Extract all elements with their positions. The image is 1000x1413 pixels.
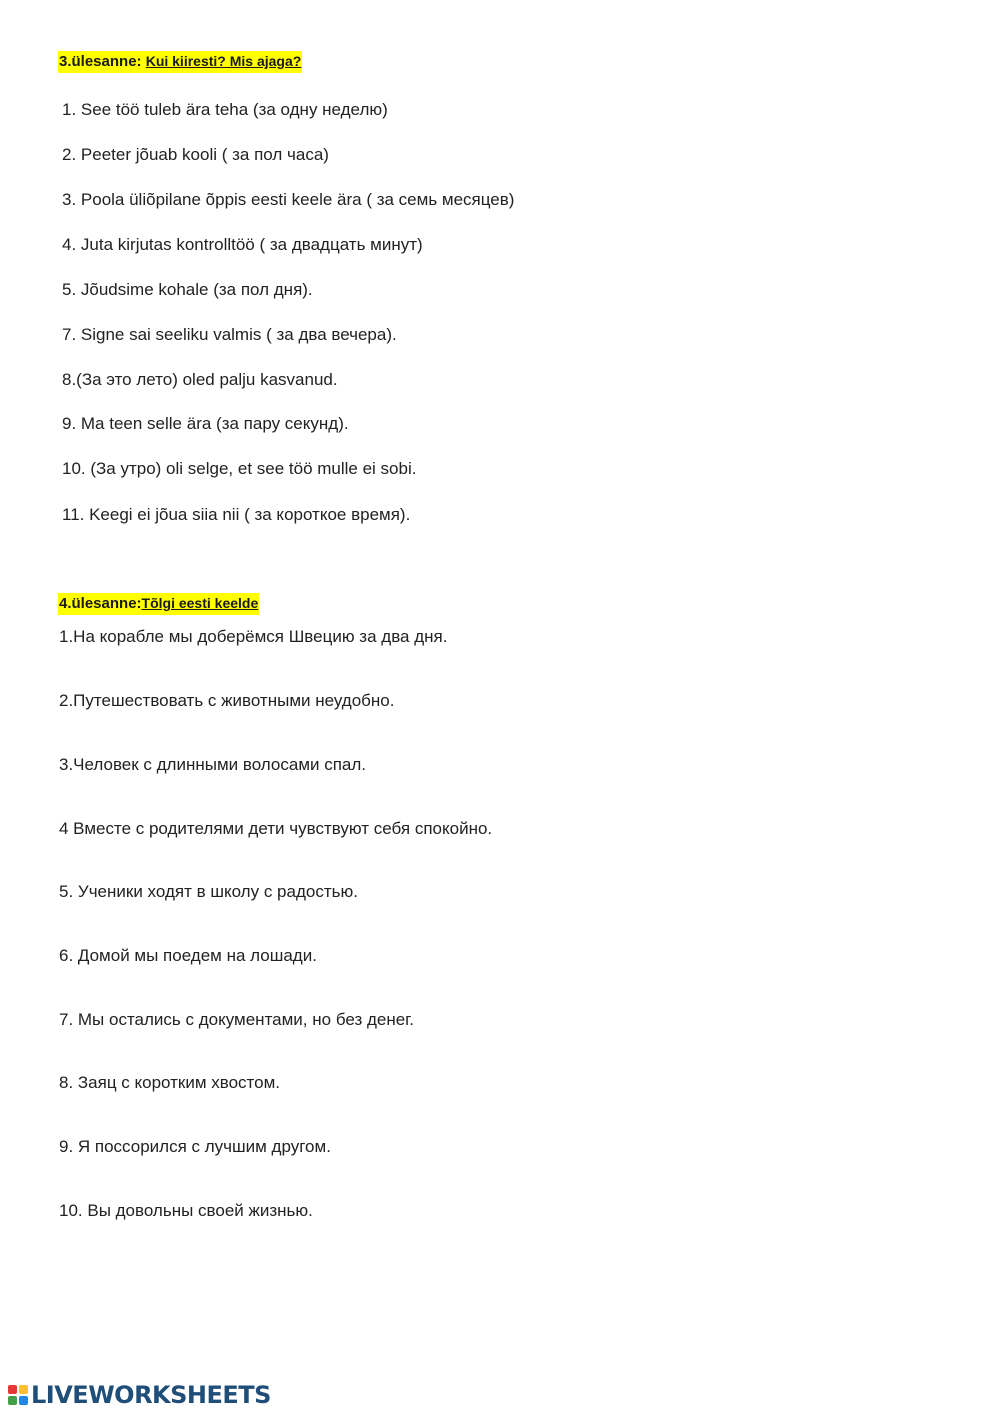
logo-blocks-icon [8,1385,28,1405]
ex3-item: 8.(За это лето) oled palju kasvanud. [62,370,338,389]
ex3-item: 2. Peeter jõuab kooli ( за пол часа) [62,145,329,164]
ex4-item: 9. Я поссорился с лучшим другом. [59,1137,331,1156]
ex3-item: 7. Signe sai seeliku valmis ( за два вечера). [62,325,397,344]
logo-block-blue [19,1396,28,1405]
ex4-item: 10. Вы довольны своей жизнью. [59,1201,313,1220]
ex4-item: 3.Человек с длинными волосами спал. [59,755,367,774]
exercise-3-title: Kui kiiresti? Mis ajaga? [145,53,302,69]
ex4-item: 5. Ученики ходят в школу с радостью. [59,882,358,901]
ex3-item: 1. See töö tuleb ära teha (за одну неделю) [62,100,388,119]
ex4-item: 1.На корабле мы доберёмся Швецию за два дня. [59,627,448,646]
logo-block-green [8,1396,17,1405]
ex3-item: 3. Poola üliõpilane õppis eesti keele ära ( за семь месяцев) [62,190,515,209]
ex3-item: 10. (За утро) oli selge, et see töö mulle ei sobi. [62,459,417,478]
ex3-item: 9. Ma teen selle ära (за пару секунд). [62,414,349,433]
ex3-item: 5. Jõudsime kohale (за пол дня). [62,280,313,299]
ex3-item: 4. Juta kirjutas kontrolltöö ( за двадцать минут) [62,235,423,254]
ex4-item: 6. Домой мы поедем на лошади. [59,946,317,965]
exercise-3-label: 3.ülesanne: [59,53,142,70]
ex4-item: 7. Мы остались с документами, но без денег. [59,1010,415,1029]
ex4-item: 8. Заяц с коротким хвостом. [59,1073,281,1092]
exercise-4-title: Tõlgi eesti keelde [141,595,259,611]
ex3-item: 11. Keegi ei jõua siia nii ( за короткое время). [62,505,411,524]
ex4-item: 4 Вместе с родителями дети чувствуют себя спокойно. [59,819,493,838]
exercise-4-heading [58,593,259,615]
logo-text: LIVEWORKSHEETS [31,1381,271,1409]
ex4-item: 2.Путешествовать с животными неудобно. [59,691,395,710]
exercise-4-label: 4.ülesanne: [59,595,142,612]
logo-block-red [8,1385,17,1394]
liveworksheets-logo[interactable] [8,1381,271,1409]
exercise-3-heading [58,51,302,73]
logo-block-yellow [19,1385,28,1394]
